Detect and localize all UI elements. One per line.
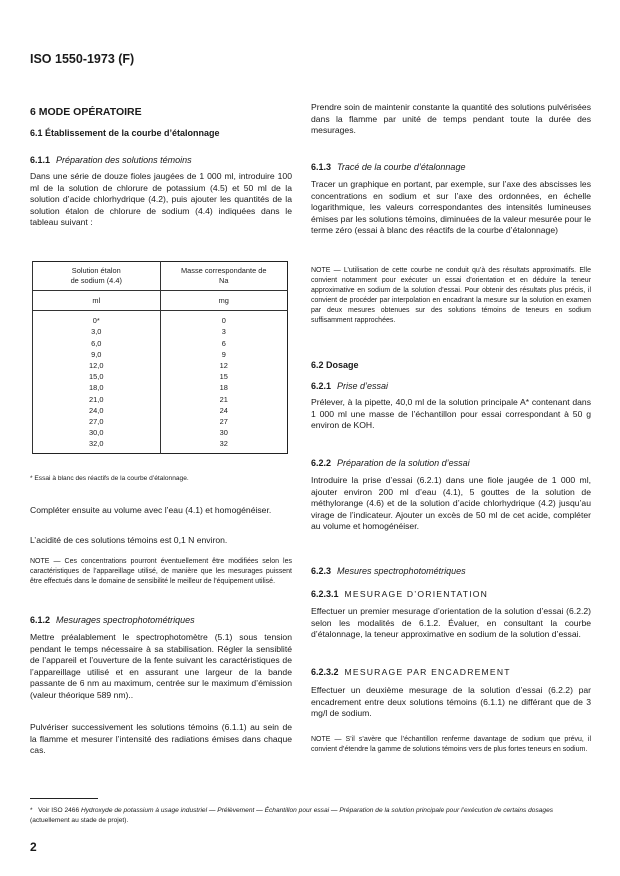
page-number: 2 <box>30 840 37 854</box>
mass-cell: 0 <box>160 311 288 327</box>
col2-header: Masse correspondante de <box>181 266 267 275</box>
page-footnote <box>30 806 590 826</box>
volume-cell: 21,0 <box>33 394 161 405</box>
table-row <box>33 349 288 360</box>
subsection-heading <box>311 162 591 172</box>
footnote-marker: * <box>30 807 33 814</box>
mass-cell: 9 <box>160 349 288 360</box>
table-row <box>33 311 288 327</box>
note: NOTE — S’il s’avère que l’échantillon renferme davantage de sodium que prévu, il convient d’étendre la gamme de solutions témoins vers de plus fortes teneurs en sodium. <box>311 736 591 753</box>
heading-number: 6.2.2 <box>311 458 332 468</box>
footnote-text: (actuellement au stade de projet). <box>30 817 129 824</box>
paragraph: Effectuer un premier mesurage d’orientation de la solution d’essai (6.2.2) selon les modalités de 6.1.2. Évaluer, en consultant la courbe d’étalonnage, la teneur approximative en sodium de la solution d’essai. <box>311 606 591 640</box>
mass-cell: 3 <box>160 326 288 337</box>
footnote-title: Hydroxyde de potassium à usage industriel — Prélèvement — Échantillon pour essai — Préparation de la solution principale pour l’exécution de certains dosages <box>80 807 554 814</box>
footnote-text: Voir ISO 2466 <box>38 807 81 814</box>
subsection-heading <box>30 615 292 625</box>
subsection-heading <box>311 381 591 391</box>
mass-cell: 18 <box>160 382 288 393</box>
table-row <box>33 360 288 371</box>
volume-cell: 3,0 <box>33 326 161 337</box>
subsection-heading <box>311 667 591 677</box>
subsection-heading <box>30 155 292 165</box>
heading-title: Mesures spectrophotométriques <box>337 566 466 576</box>
section-title: 6 MODE OPÉRATOIRE <box>30 106 142 118</box>
col1-header: Solution étalon <box>71 266 121 275</box>
subsection-title: 6.1 Établissement de la courbe d’étalonnage <box>30 128 220 138</box>
heading-title: Préparation des solutions témoins <box>56 155 192 165</box>
paragraph: Mettre préalablement le spectrophotomètre (5.1) sous tension pendant le temps nécessaire à sa stabilisation. Régler la sensiblité de l’appareil et l’ouverture de la fente suivant les caractéristiques de l’appareillage utilisé et en assurant une largeur de la bande passante de 6 nm au maximum, centrée sur le maximum d’émission (valeur théorique 589 nm).. <box>30 632 292 700</box>
heading-number: 6.1.2 <box>30 615 51 625</box>
volume-cell: 24,0 <box>33 405 161 416</box>
heading-title: Mesurages spectrophotométriques <box>56 615 195 625</box>
volume-cell: 12,0 <box>33 360 161 371</box>
note: NOTE — Ces concentrations pourront éventuellement être modifiées selon les caractéristiques de l’appareillage utilisé, de manière que les mesurages puissent être effectués dans le domaine de sensibilité le meilleur de l’équipement utilisé. <box>30 558 292 585</box>
volume-cell: 9,0 <box>33 349 161 360</box>
heading-title: Préparation de la solution d’essai <box>337 458 470 468</box>
mass-cell: 24 <box>160 405 288 416</box>
paragraph: Prélever, à la pipette, 40,0 ml de la solution principale A* contenant dans 1 000 ml une masse de l’échantillon pour essai correspondant à 50 g environ de KOH. <box>311 397 591 431</box>
table-row <box>33 405 288 416</box>
subsection-heading <box>311 589 591 599</box>
mass-cell: 6 <box>160 338 288 349</box>
table-row <box>33 427 288 438</box>
mass-cell: 30 <box>160 427 288 438</box>
heading-number: 6.2.3.2 <box>311 667 339 677</box>
mass-cell: 12 <box>160 360 288 371</box>
paragraph: Introduire la prise d’essai (6.2.1) dans une fiole jaugée de 1 000 ml, ajouter environ 200 ml d’eau (4.1), 5 gouttes de la solution de méthylorange (4.6) et de la solution d’acide chlorhydrique (4.2) jusqu’au virage de l’indicateur. Ajouter un excès de 50 ml de cet acide, compléter au volume et homogénéiser. <box>311 475 591 532</box>
note: NOTE — L’utilisation de cette courbe ne conduit qu’à des résultats approximatifs. Elle convient notamment pour exécuter un essai d’orientation et en déduire la teneur approximative en sodium de la solution d’essai. Pour obtenir des résultats plus précis, il convient de procéder par interpolation en encadrant la mesure sur la solution en examen par deux mesures obtenues sur des solutions témoins de teneurs en sodium suffisamment rapprochées. <box>311 267 591 324</box>
heading-number: 6.1.3 <box>311 162 332 172</box>
mass-cell: 15 <box>160 371 288 382</box>
table-footnote: * Essai à blanc des réactifs de la courbe d’étalonnage. <box>30 475 189 482</box>
table-row <box>33 438 288 453</box>
heading-title: Prise d’essai <box>337 381 389 391</box>
col1-subheader: de sodium (4.4) <box>70 276 122 285</box>
paragraph: Dans une série de douze fioles jaugées de 1 000 ml, introduire 100 ml de la solution de chlorure de potassium (4.5) et 50 ml de la solution d’acide chlorhydrique (4.2), puis ajouter les quantités de la solution étalon de chlorure de sodium (4.4) indiquées dans le tableau suivant : <box>30 171 292 228</box>
footnote-divider <box>30 798 98 799</box>
table-row <box>33 326 288 337</box>
col1-unit: ml <box>33 291 161 311</box>
subsection-heading <box>311 566 591 576</box>
col2-unit: mg <box>160 291 288 311</box>
table-row <box>33 338 288 349</box>
table-row <box>33 394 288 405</box>
volume-cell: 6,0 <box>33 338 161 349</box>
paragraph: Prendre soin de maintenir constante la quantité des solutions pulvérisées dans la flamme par unité de temps pendant toute la durée des mesurages. <box>311 102 591 136</box>
subsection-title: 6.2 Dosage <box>311 360 359 370</box>
paragraph: Compléter ensuite au volume avec l’eau (4.1) et homogénéiser. <box>30 505 272 515</box>
volume-cell: 15,0 <box>33 371 161 382</box>
table-row <box>33 371 288 382</box>
paragraph: Tracer un graphique en portant, par exemple, sur l’axe des abscisses les concentrations en sodium et sur l’axe des ordonnées, en échelle logarithmique, les valeurs correspondantes des intensités lumineuses émises par les solutions témoins, diminuées de la valeur mesurée pour le terme zéro (essai à blanc des réactifs de la courbe d’étalonnage) <box>311 179 591 236</box>
paragraph: Pulvériser successivement les solutions témoins (6.1.1) au sein de la flamme et mesurer l’intensité des radiations émises dans chaque cas. <box>30 722 292 756</box>
paragraph: L’acidité de ces solutions témoins est 0,1 N environ. <box>30 535 228 545</box>
subsection-heading <box>311 458 591 468</box>
mass-cell: 21 <box>160 394 288 405</box>
mass-cell: 27 <box>160 416 288 427</box>
volume-cell: 18,0 <box>33 382 161 393</box>
table-row <box>33 416 288 427</box>
heading-number: 6.2.3 <box>311 566 332 576</box>
heading-title: MESURAGE D’ORIENTATION <box>344 589 489 599</box>
heading-title: MESURAGE PAR ENCADREMENT <box>344 667 511 677</box>
mass-cell: 32 <box>160 438 288 453</box>
volume-cell: 27,0 <box>33 416 161 427</box>
volume-cell: 32,0 <box>33 438 161 453</box>
volume-cell: 30,0 <box>33 427 161 438</box>
heading-title: Tracé de la courbe d’étalonnage <box>337 162 466 172</box>
table-row <box>33 382 288 393</box>
heading-number: 6.2.3.1 <box>311 589 339 599</box>
calibration-table <box>32 261 288 454</box>
heading-number: 6.1.1 <box>30 155 51 165</box>
col2-subheader: Na <box>219 276 229 285</box>
heading-number: 6.2.1 <box>311 381 332 391</box>
volume-cell: 0* <box>33 311 161 327</box>
document-header: ISO 1550-1973 (F) <box>30 52 135 66</box>
paragraph: Effectuer un deuxième mesurage de la solution d’essai (6.2.2) par encadrement entre deux solutions témoins (6.1.1) ne différant que de 3 mg/l de sodium. <box>311 685 591 719</box>
